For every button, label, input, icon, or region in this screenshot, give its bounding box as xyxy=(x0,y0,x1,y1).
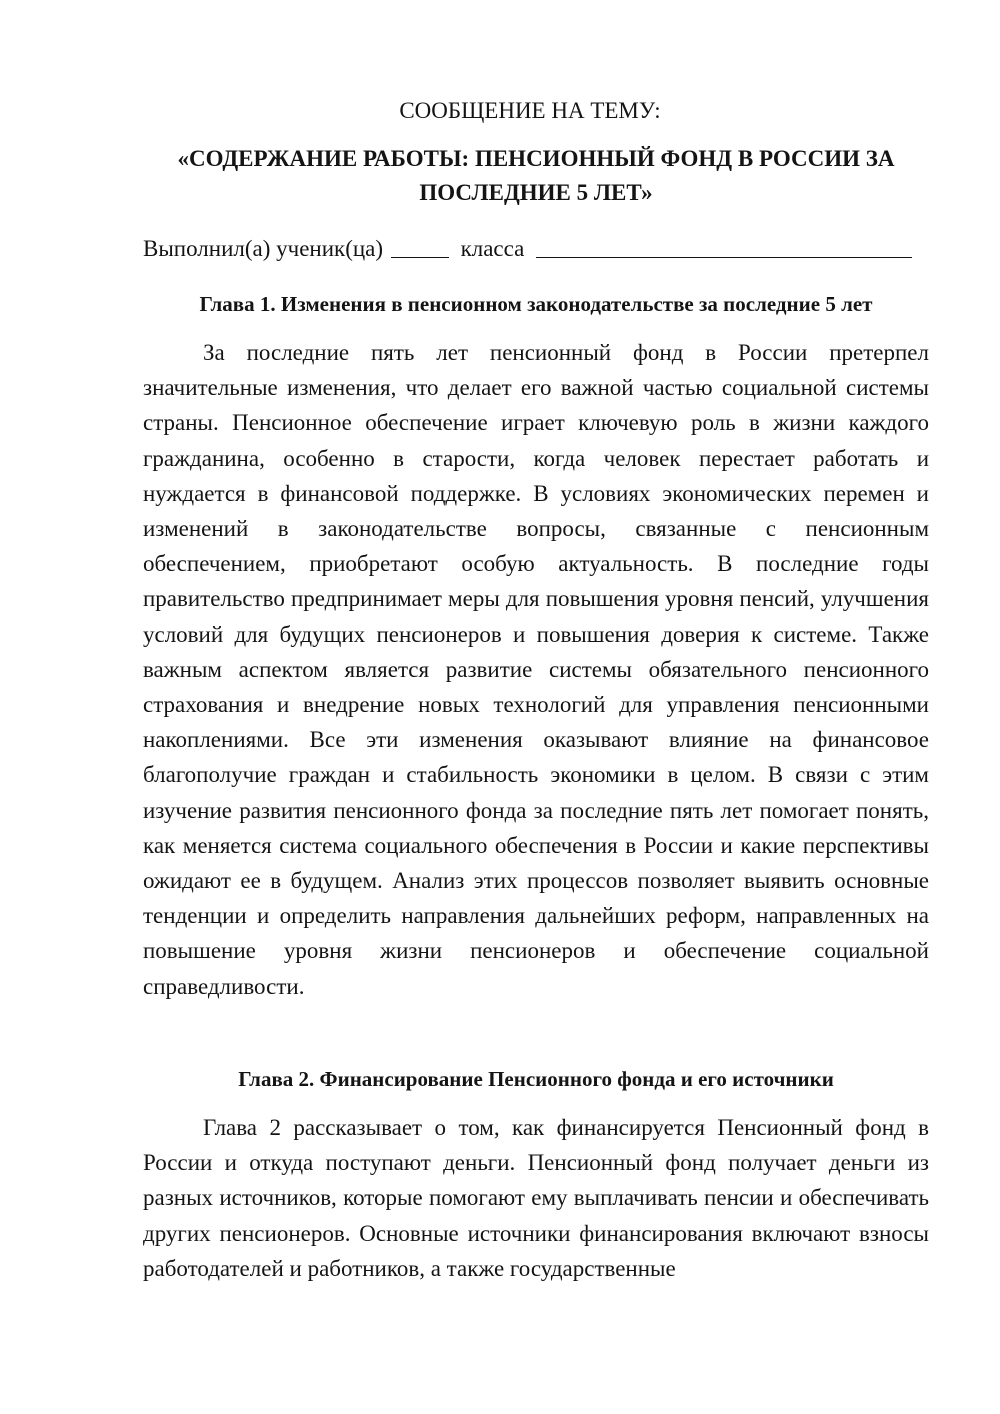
grade-label: класса xyxy=(460,236,525,261)
chapter-1-heading: Глава 1. Изменения в пенсионном законодательстве за последние 5 лет xyxy=(199,292,873,316)
grade-blank-field[interactable] xyxy=(391,235,449,258)
document-title-line-2: ПОСЛЕДНИЕ 5 ЛЕТ» xyxy=(419,180,653,205)
completed-by-label: Выполнил(а) ученик(ца) xyxy=(143,236,384,261)
chapter-1-paragraph: За последние пять лет пенсионный фонд в России претерпел значительные изменения, что делает его важной частью социальной системы страны. Пенсионное обеспечение играет ключевую роль в жизни каждого гражданина, особенно в старости, когда человек перестает работать и нуждается в финансовой поддержке. В условиях экономических перемен и изменений в законодательстве вопросы, связанные с пенсионным обеспечением, приобретают особую актуальность. В последние годы правительство предпринимает меры для повышения уровня пенсий, улучшения условий для будущих пенсионеров и повышения доверия к системе. Также важным аспектом является развитие системы обязательного пенсионного страхования и внедрение новых технологий для управления пенсионными накоплениями. Все эти изменения оказывают влияние на финансовое благополучие граждан и стабильность экономики в целом. В связи с этим изучение развития пенсионного фонда за последние пять лет помогает понять, как меняется система социального обеспечения в России и какие перспективы ожидают ее в будущем. Анализ этих процессов позволяет выявить основные тенденции и определить направления дальнейших реформ, направленных на повышение уровня жизни пенсионеров и обеспечение социальной справедливости. xyxy=(143,340,929,999)
chapter-2-heading: Глава 2. Финансирование Пенсионного фонда и его источники xyxy=(238,1067,834,1091)
student-name-blank-field[interactable] xyxy=(536,235,912,258)
document-subject: СООБЩЕНИЕ НА ТЕМУ: xyxy=(399,98,661,123)
chapter-2-paragraph: Глава 2 рассказывает о том, как финансируется Пенсионный фонд в России и откуда поступают деньги. Пенсионный фонд получает деньги из разных источников, которые помогают ему выплачивать пенсии и обеспечивать других пенсионеров. Основные источники финансирования включают взносы работодателей и работников, а также государственные xyxy=(143,1115,929,1281)
author-credits xyxy=(143,233,933,263)
document-title-line-1: «СОДЕРЖАНИЕ РАБОТЫ: ПЕНСИОННЫЙ ФОНД В РОССИИ ЗА xyxy=(177,146,895,171)
